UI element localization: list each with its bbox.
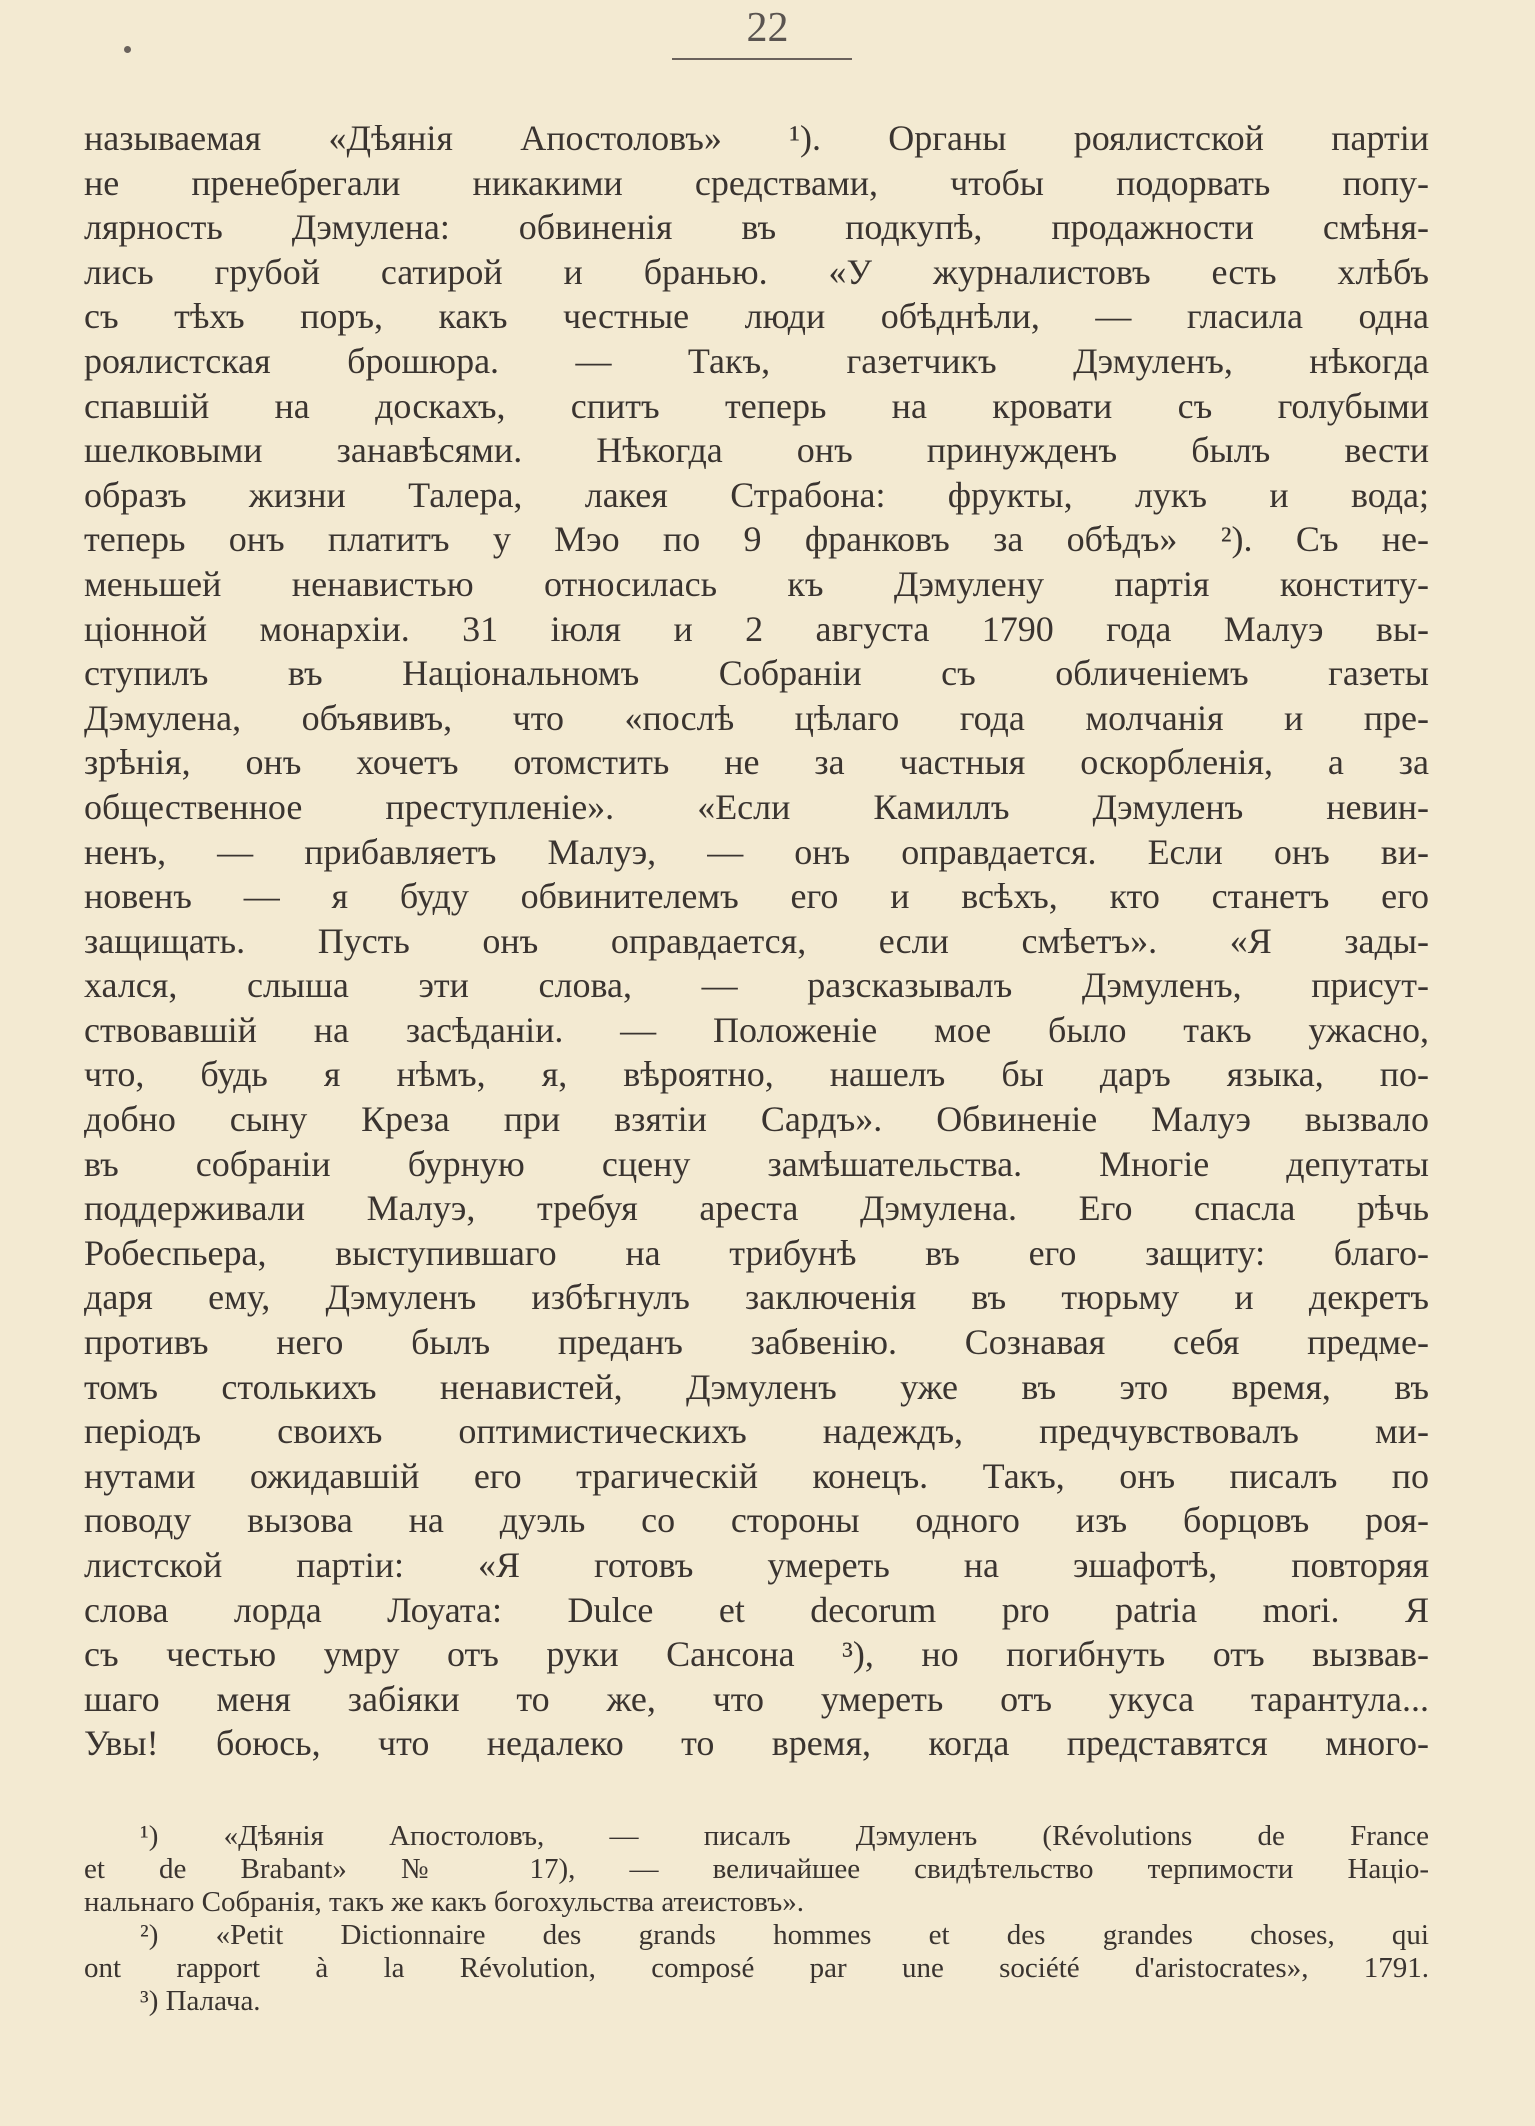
- text-line: ціонной монархіи. 31 іюля и 2 августа 1790 года Малуэ вы-: [84, 608, 1429, 649]
- footnote-1-line: ¹) «Дѣянія Апостоловъ, — писалъ Дэмуленъ (Révolutions de France: [140, 1820, 1429, 1852]
- footnote-3-line: ³) Палача.: [140, 1985, 261, 2017]
- text-line: называемая «Дѣянія Апостоловъ» ¹). Органы роялистской партіи: [84, 118, 1429, 158]
- main-text: [84, 116, 1429, 1766]
- text-line: даря ему, Дэмуленъ избѣгнулъ заключенія въ тюрьму и декретъ: [84, 1277, 1429, 1318]
- text-line: въ собраніи бурную сцену замѣшательства. Многіе депутаты: [84, 1143, 1429, 1184]
- text-line: добно сыну Креза при взятіи Сардъ». Обвиненіе Малуэ вызвало: [84, 1099, 1429, 1140]
- footnotes: [84, 1820, 1429, 2018]
- footnote-1-line: нальнаго Собранія, такъ же какъ богохульства атеистовъ».: [84, 1886, 804, 1918]
- text-line: хался, слыша эти слова, — разсказывалъ Дэмуленъ, присут-: [84, 965, 1429, 1006]
- text-line: поводу вызова на дуэль со стороны одного изъ борцовъ роя-: [84, 1500, 1429, 1541]
- text-line: новенъ — я буду обвинителемъ его и всѣхъ, кто станетъ его: [84, 876, 1429, 917]
- text-line: съ тѣхъ поръ, какъ честные люди обѣднѣли, — гласила одна: [84, 296, 1429, 337]
- text-line: меньшей ненавистью относилась къ Дэмулену партія конститу-: [84, 563, 1429, 604]
- text-line: шелковыми занавѣсями. Нѣкогда онъ принужденъ былъ вести: [84, 430, 1429, 471]
- text-line: теперь онъ платитъ у Мэо по 9 франковъ за обѣдъ» ²). Съ не-: [84, 519, 1429, 560]
- footnote-2-line: ²) «Petit Dictionnaire des grands hommes et des grandes choses, qui: [140, 1919, 1429, 1951]
- text-line: періодъ своихъ оптимистическихъ надеждъ, предчувствовалъ ми-: [84, 1411, 1429, 1452]
- ink-mark: [124, 46, 131, 53]
- text-line: ненъ, — прибавляетъ Малуэ, — онъ оправдается. Если онъ ви-: [84, 831, 1429, 872]
- text-line: роялистская брошюра. — Такъ, газетчикъ Дэмуленъ, нѣкогда: [84, 340, 1429, 381]
- text-line: томъ столькихъ ненавистей, Дэмуленъ уже въ это время, въ: [84, 1366, 1429, 1407]
- text-line: слова лорда Лоуата: Dulce et decorum pro patria mori. Я: [84, 1589, 1429, 1630]
- text-line: съ честью умру отъ руки Сансона ³), но погибнуть отъ вызвав-: [84, 1634, 1429, 1675]
- text-line: образъ жизни Талера, лакея Страбона: фрукты, лукъ и вода;: [84, 474, 1429, 515]
- text-line: Робеспьера, выступившаго на трибунѣ въ его защиту: благо-: [84, 1232, 1429, 1273]
- text-line: лярность Дэмулена: обвиненія въ подкупѣ, продажности смѣня-: [84, 207, 1429, 248]
- text-line: ступилъ въ Національномъ Собраніи съ обличеніемъ газеты: [84, 653, 1429, 694]
- text-line: зрѣнія, онъ хочетъ отомстить не за частныя оскорбленія, а за: [84, 742, 1429, 783]
- text-line: Увы! боюсь, что недалеко то время, когда представятся много-: [84, 1723, 1429, 1764]
- text-line: Дэмулена, объявивъ, что «послѣ цѣлаго года молчанія и пре-: [84, 697, 1429, 738]
- text-line: лись грубой сатирой и бранью. «У журналистовъ есть хлѣбъ: [84, 251, 1429, 292]
- text-line: шаго меня забіяки то же, что умереть отъ укуса тарантула...: [84, 1678, 1429, 1719]
- text-line: защищать. Пусть онъ оправдается, если смѣетъ». «Я зады-: [84, 920, 1429, 961]
- text-line: листской партіи: «Я готовъ умереть на эшафотѣ, повторяя: [84, 1545, 1429, 1585]
- text-line: нутами ожидавшій его трагическій конецъ. Такъ, онъ писалъ по: [84, 1455, 1429, 1496]
- text-line: спавшій на доскахъ, спитъ теперь на кровати съ голубыми: [84, 385, 1429, 426]
- text-line: не пренебрегали никакими средствами, чтобы подорвать попу-: [84, 162, 1429, 203]
- text-line: поддерживали Малуэ, требуя ареста Дэмулена. Его спасла рѣчь: [84, 1188, 1429, 1229]
- text-line: противъ него былъ преданъ забвенію. Сознавая себя предме-: [84, 1322, 1429, 1363]
- page-number: 22: [746, 5, 789, 51]
- text-line: ствовавшій на засѣданіи. — Положеніе мое было такъ ужасно,: [84, 1009, 1429, 1050]
- footnote-1-line: et de Brabant» № 17), — величайшее свидѣтельство терпимости Націо-: [84, 1853, 1429, 1885]
- text-line: общественное преступленіе». «Если Камиллъ Дэмуленъ невин-: [84, 786, 1429, 827]
- header-rule: [672, 58, 852, 60]
- text-line: что, будь я нѣмъ, я, вѣроятно, нашелъ бы даръ языка, по-: [84, 1054, 1429, 1095]
- footnote-2-line: ont rapport à la Révolution, composé par une société d'aristocrates», 1791.: [84, 1952, 1429, 1984]
